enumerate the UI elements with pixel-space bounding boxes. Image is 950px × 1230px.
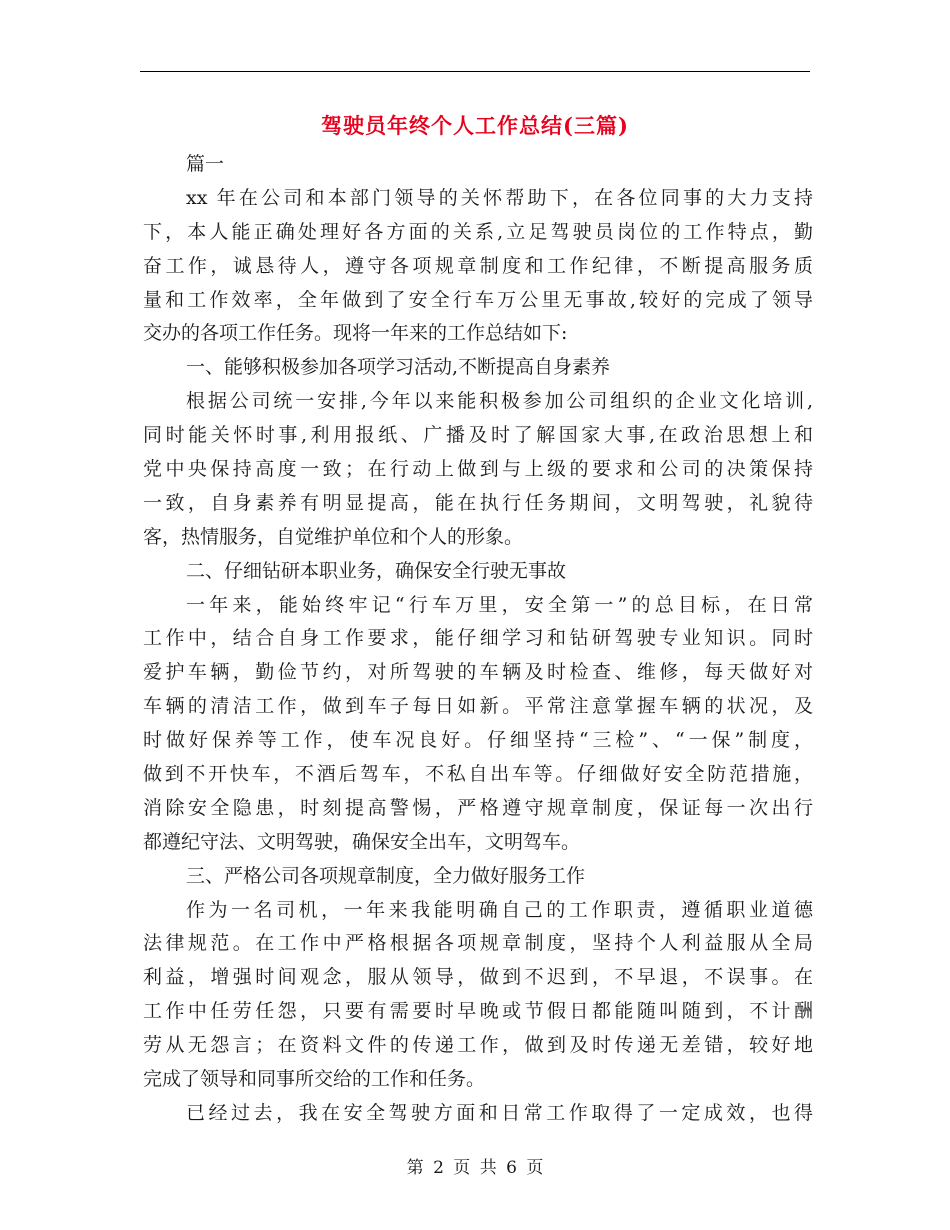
paragraph-line: 一致，自身素养有明显提高，能在执行任务期间，文明驾驶，礼貌待 — [143, 491, 813, 514]
paragraph-line: 利益，增强时间观念，服从领导，做到不迟到，不早退，不误事。在 — [143, 966, 813, 989]
section-heading: 二、仔细钻研本职业务，确保安全行驶无事故 — [186, 559, 567, 582]
section-label: 篇一 — [186, 153, 225, 175]
paragraph-line: 量和工作效率，全年做到了安全行车万公里无事故,较好的完成了领导 — [143, 288, 813, 311]
paragraph-line: xx 年在公司和本部门领导的关怀帮助下，在各位同事的大力支持 — [186, 186, 813, 209]
paragraph-line: 一年来，能始终牢记“行车万里，安全第一”的总目标，在日常 — [186, 593, 813, 616]
paragraph-line: 做到不开快车，不酒后驾车，不私自出车等。仔细做好安全防范措施， — [143, 763, 813, 786]
paragraph-line: 交办的各项工作任务。现将一年来的工作总结如下: — [143, 322, 568, 345]
paragraph-line: 消除安全隐患，时刻提高警惕，严格遵守规章制度，保证每一次出行 — [143, 796, 813, 819]
paragraph-line: 车辆的清洁工作，做到车子每日如新。平常注意掌握车辆的状况，及 — [143, 695, 813, 718]
paragraph-line: 时做好保养等工作，使车况良好。仔细坚持“三检”、“一保”制度， — [143, 729, 813, 752]
paragraph-line: 下，本人能正确处理好各方面的关系,立足驾驶员岗位的工作特点，勤 — [143, 220, 813, 243]
paragraph-line: 工作中，结合自身工作要求，能仔细学习和钻研驾驶专业知识。同时 — [143, 627, 813, 650]
paragraph-line: 同时能关怀时事,利用报纸、广播及时了解国家大事,在政治思想上和 — [143, 424, 813, 447]
header-rule — [140, 71, 810, 72]
section-heading: 三、严格公司各项规章制度，全力做好服务工作 — [186, 864, 586, 887]
paragraph-line: 工作中任劳任怨，只要有需要时早晚或节假日都能随叫随到，不计酬 — [143, 1000, 813, 1023]
paragraph-line: 党中央保持高度一致；在行动上做到与上级的要求和公司的决策保持 — [143, 458, 813, 481]
paragraph-line: 都遵纪守法、文明驾驶，确保安全出车，文明驾车。 — [143, 830, 581, 853]
section-heading: 一、能够积极参加各项学习活动,不断提高自身素养 — [186, 356, 611, 379]
paragraph-line: 法律规范。在工作中严格根据各项规章制度，坚持个人利益服从全局 — [143, 932, 813, 955]
document-title: 驾驶员年终个人工作总结(三篇) — [321, 113, 629, 138]
paragraph-line: 劳从无怨言；在资料文件的传递工作，做到及时传递无差错，较好地 — [143, 1034, 813, 1057]
document-body — [143, 148, 813, 1131]
paragraph-line: 完成了领导和同事所交给的工作和任务。 — [143, 1068, 486, 1091]
paragraph-line: 作为一名司机，一年来我能明确自己的工作职责，遵循职业道德 — [186, 898, 813, 921]
page-number: 第 2 页 共 6 页 — [406, 1158, 544, 1178]
paragraph-line: 已经过去，我在安全驾驶方面和日常工作取得了一定成效，也得 — [186, 1101, 813, 1124]
paragraph-line: 根据公司统一安排,今年以来能积极参加公司组织的企业文化培训, — [186, 390, 813, 413]
paragraph-line: 爱护车辆，勤俭节约，对所驾驶的车辆及时检查、维修，每天做好对 — [143, 661, 813, 684]
paragraph-line: 客，热情服务，自觉维护单位和个人的形象。 — [143, 525, 524, 548]
paragraph-line: 奋工作，诚恳待人，遵守各项规章制度和工作纪律，不断提高服务质 — [143, 254, 813, 277]
